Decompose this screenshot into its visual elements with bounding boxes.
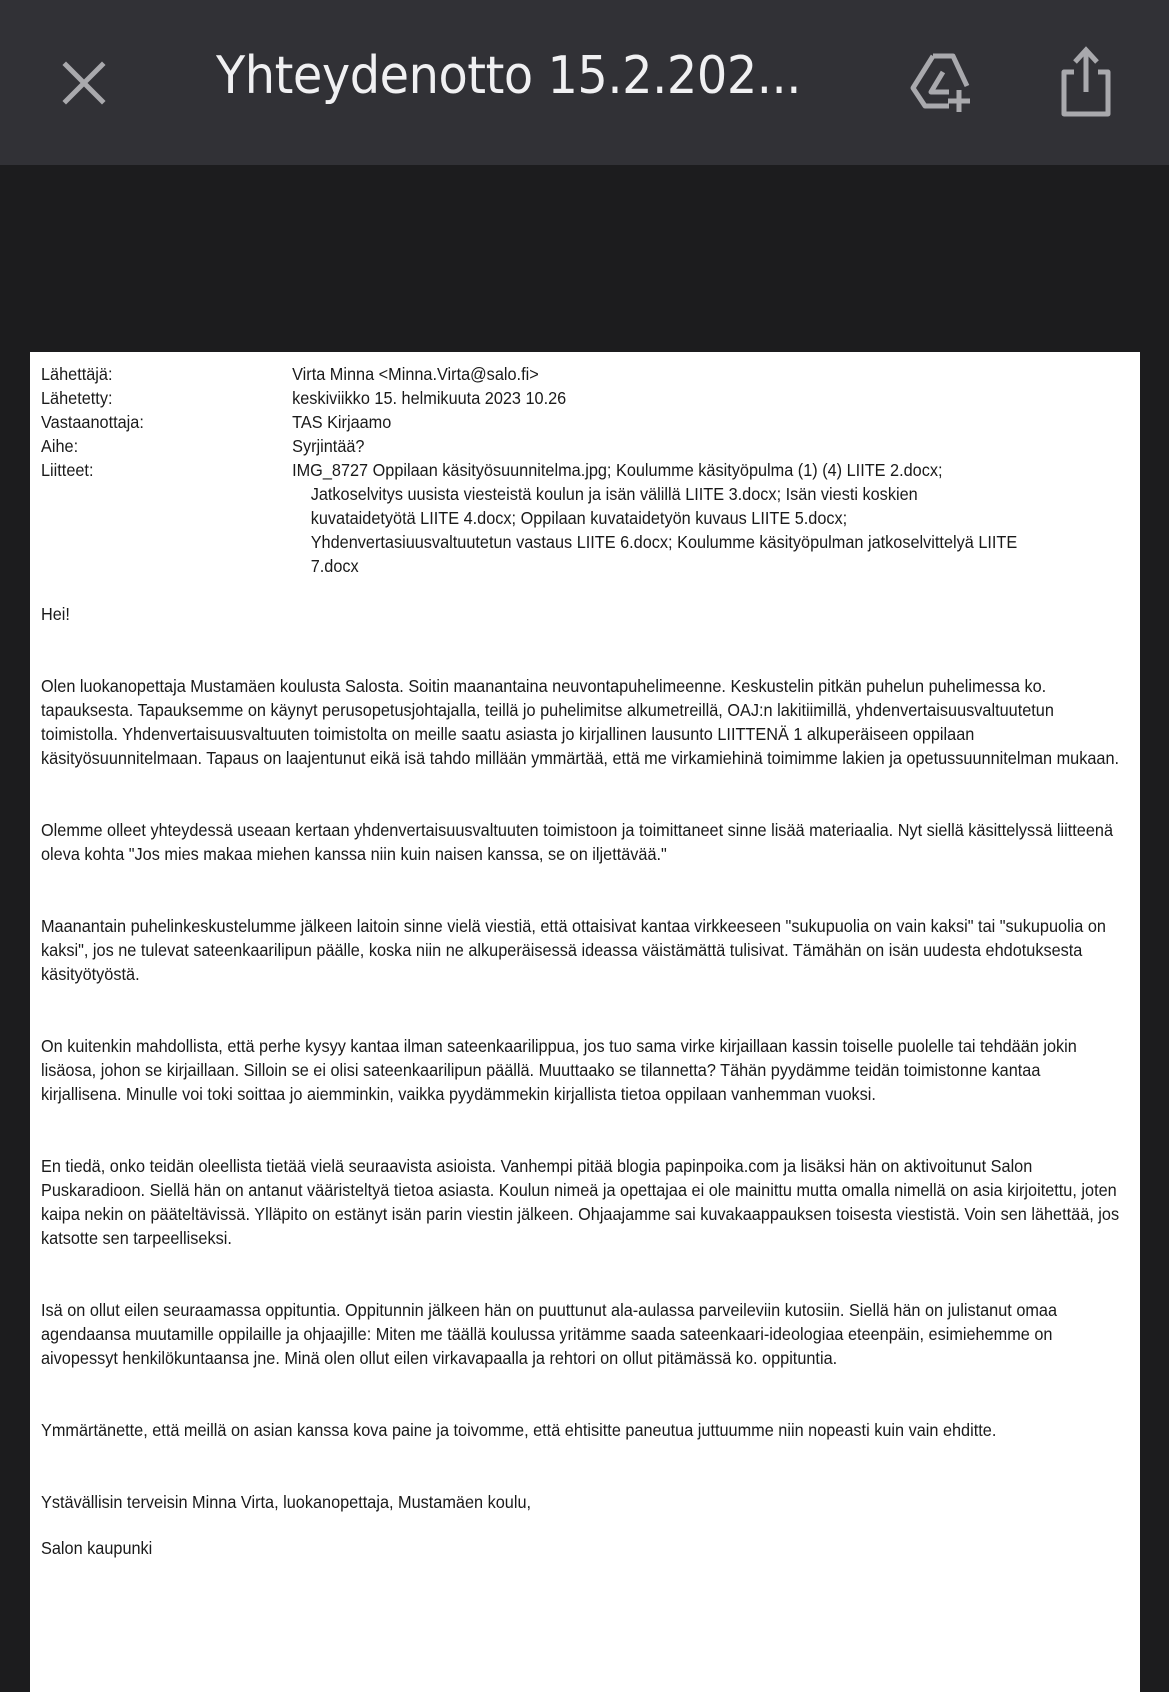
sent-value: keskiviikko 15. helmikuuta 2023 10.26	[292, 388, 567, 408]
attachments-line: Yhdenvertasiuusvaltuutetun vastaus LIITE 6.docx; Koulumme käsityöpulman jatkoselvittelyä LIITE	[310, 532, 1018, 552]
header-row-attachments	[41, 458, 1124, 578]
body-paragraph: Olen luokanopettaja Mustamäen koulusta Salosta. Soitin maanantaina neuvontapuhelimeenne. Keskustelin pitkän puhelun puhelimessa ko. tapauksesta. Tapauksemme on käynyt perusopetusjohtajalla, teillä jo puhelimitse alkumetreillä, OAJ:n lakitiimillä, yhdenvertaisuusvaltuutetun toimistolla. Yhdenvertaisuusvaltuuten toimistolta on meille saatu asiasta jo kirjallinen lausunto LIITTENÄ 1 alkuperäiseen oppilaan käsityösuunnitelmaan. Tapaus on laajentunut eikä isä tahdo millään ymmärtää, että me virkamiehinä toimimme lakien ja opetussuunnitelman mukaan.	[41, 676, 1120, 768]
body-paragraph: Maanantain puhelinkeskustelumme jälkeen laitoin sinne vielä viestiä, että ottaisivat kantaa virkkeeseen "sukupuolia on vain kaksi" tai "sukupuolia on kaksi", jos ne tulevat sateenkaarilipun päälle, koska niin ne alkuperäisessä ideassa väistämättä tulisivat. Tämähän on isän uudesta ehdotuksesta käsityötyöstä.	[41, 916, 1106, 984]
attachments-value	[292, 458, 1124, 578]
add-to-drive-button[interactable]	[905, 48, 977, 114]
header-row-to	[41, 410, 1124, 434]
from-label: Lähettäjä:	[41, 364, 113, 384]
greeting: Hei!	[41, 604, 70, 624]
attachments-line: 7.docx	[310, 556, 359, 576]
body-paragraph: Ymmärtänette, että meillä on asian kanssa kova paine ja toivomme, että ehtisitte paneutua juttuumme niin nopeasti kuin vain ehditte.	[41, 1420, 997, 1440]
viewer-toolbar	[0, 0, 1169, 165]
attachments-line: IMG_8727 Oppilaan käsityösuunnitelma.jpg; Koulumme käsityöpulma (1) (4) LIITE 2.docx;	[292, 460, 943, 480]
header-row-sent	[41, 386, 1124, 410]
close-icon	[58, 57, 110, 109]
attachments-label: Liitteet:	[41, 460, 94, 480]
body-paragraph: Isä on ollut eilen seuraamassa oppituntia. Oppitunnin jälkeen hän on puuttunut ala-aulassa parveileviin kutosiin. Siellä hän on julistanut omaa agendaansa muutamille oppilaille ja ohjaajille: Miten me täällä koulussa yritämme saada sateenkaari-ideologiaa eteenpäin, esimiehemme on aivopessyt henkilökuntaansa jne. Minä olen ollut eilen virkavapaalla ja rehtori on ollut pitämässä ko. oppituntia.	[41, 1300, 1058, 1368]
add-to-drive-icon	[905, 48, 977, 114]
attachments-line: Jatkoselvitys uusista viesteistä koulun ja isän välillä LIITE 3.docx; Isän viesti koskien	[310, 484, 918, 504]
document-title: Yhteydenotto 15.2.202...	[216, 46, 802, 106]
header-row-from	[41, 362, 1124, 386]
organization: Salon kaupunki	[41, 1538, 153, 1558]
to-value: TAS Kirjaamo	[292, 412, 392, 432]
body-paragraph: En tiedä, onko teidän oleellista tietää vielä seuraavista asioista. Vanhempi pitää blogia papinpoika.com ja lisäksi hän on aktivoitunut Salon Puskaradioon. Siellä hän on antanut vääristeltyä tietoa asiasta. Koulun nimeä ja opettajaa ei ole mainittu mutta omalla nimellä on asia kirjoitettu, joten kaipa nekin on pääteltävissä. Ylläpito on estänyt isän parin viestin jälkeen. Ohjaajamme sai kuvakaappauksen toisesta viestistä. Voin sen lähettää, jos katsotte sen tarpeelliseksi.	[41, 1156, 1120, 1248]
document-page	[30, 352, 1140, 1692]
header-row-subject	[41, 434, 1124, 458]
subject-label: Aihe:	[41, 436, 79, 456]
body-paragraph: On kuitenkin mahdollista, että perhe kysyy kantaa ilman sateenkaarilippua, jos tuo sama virke kirjaillaan kassin toiselle puolelle tai tehdään jokin lisäosa, johon se kirjaillaan. Silloin se ei olisi sateenkaarilipun päällä. Muuttaako se tilannetta? Tähän pyydämme teidän toimistonne kantaa kirjallisena. Minulle voi toki soittaa jo aiemminkin, vaikka pyydämmekin kirjallista tietoa oppilaan vanhemman vuoksi.	[41, 1036, 1077, 1104]
body-paragraph: Olemme olleet yhteydessä useaan kertaan yhdenvertaisuusvaltuuten toimistoon ja toimittaneet sinne lisää materiaalia. Nyt siellä käsittelyssä liitteenä oleva kohta "Jos mies makaa miehen kanssa niin kuin naisen kanssa, se on iljettävää."	[41, 820, 1113, 864]
from-value: Virta Minna <Minna.Virta@salo.fi>	[292, 364, 539, 384]
sent-label: Lähetetty:	[41, 388, 113, 408]
attachments-line: kuvataidetyötä LIITE 4.docx; Oppilaan kuvataidetyön kuvaus LIITE 5.docx;	[310, 508, 848, 528]
email-headers	[41, 362, 1124, 578]
signature: Ystävällisin terveisin Minna Virta, luokanopettaja, Mustamäen koulu,	[41, 1492, 532, 1512]
close-button[interactable]	[58, 57, 110, 109]
to-label: Vastaanottaja:	[41, 412, 144, 432]
subject-value: Syrjintää?	[292, 436, 365, 456]
share-icon	[1058, 46, 1114, 118]
share-button[interactable]	[1058, 46, 1114, 118]
